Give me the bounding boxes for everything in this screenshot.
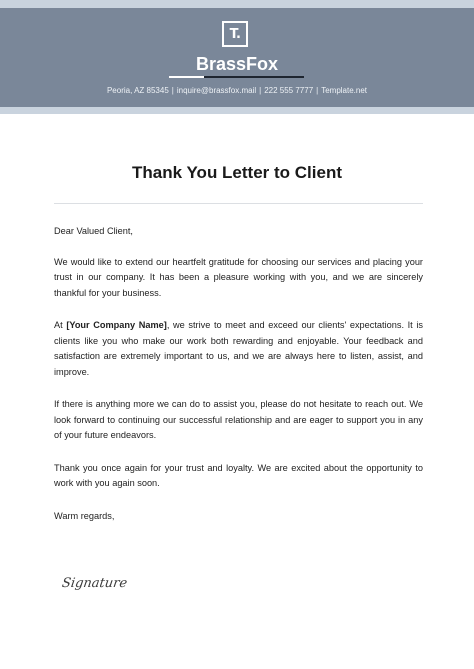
header-bottom-strip bbox=[0, 107, 474, 114]
paragraph-thanks: Thank you once again for your trust and loyalty. We are excited about the opportunity to work with you again soon. bbox=[54, 462, 423, 488]
paragraph-company-prefix: At bbox=[54, 320, 67, 330]
contact-website: Template.net bbox=[321, 86, 368, 95]
brand-underline-light bbox=[169, 76, 204, 78]
header-top-strip bbox=[0, 0, 474, 8]
letter-body bbox=[54, 224, 423, 541]
brand-underline-dark bbox=[204, 76, 304, 78]
document-title: Thank You Letter to Client bbox=[132, 163, 342, 182]
title-divider bbox=[54, 203, 423, 204]
logo-icon bbox=[222, 21, 248, 47]
contact-separator: | bbox=[171, 86, 174, 95]
paragraph-assistance: If there is anything more we can do to assist you, please do not hesitate to reach out. We look forward to continuing our successful relationship and are eager to support you in any of your future endeavors. bbox=[54, 399, 423, 440]
contact-address: Peoria, AZ 85345 bbox=[106, 86, 169, 95]
salutation: Dear Valued Client, bbox=[54, 226, 133, 236]
contact-email: inquire@brassfox.mail bbox=[176, 86, 257, 95]
contact-phone: 222 555 7777 bbox=[264, 86, 314, 95]
logo-mark: T. bbox=[229, 26, 241, 42]
contact-line bbox=[0, 85, 474, 96]
contact-separator: | bbox=[316, 86, 319, 95]
company-name-placeholder: [Your Company Name] bbox=[66, 320, 167, 330]
paragraph-gratitude: We would like to extend our heartfelt gratitude for choosing our services and placing your trust in our company. It has been a pleasure working with you, and we are sincerely thankful for your business. bbox=[54, 256, 423, 298]
paragraph-company-rest: , we strive to meet and exceed our clients' expectations. It is clients like you who make our work both rewarding and enjoyable. Your feedback and satisfaction are extremely important to us, and we are always here to listen, assist, and improve. bbox=[54, 320, 423, 377]
paragraph-company bbox=[54, 318, 423, 380]
signature: Signature bbox=[60, 576, 129, 591]
contact-separator: | bbox=[259, 86, 262, 95]
brand-name: BrassFox bbox=[195, 54, 279, 74]
closing: Warm regards, bbox=[54, 510, 115, 521]
